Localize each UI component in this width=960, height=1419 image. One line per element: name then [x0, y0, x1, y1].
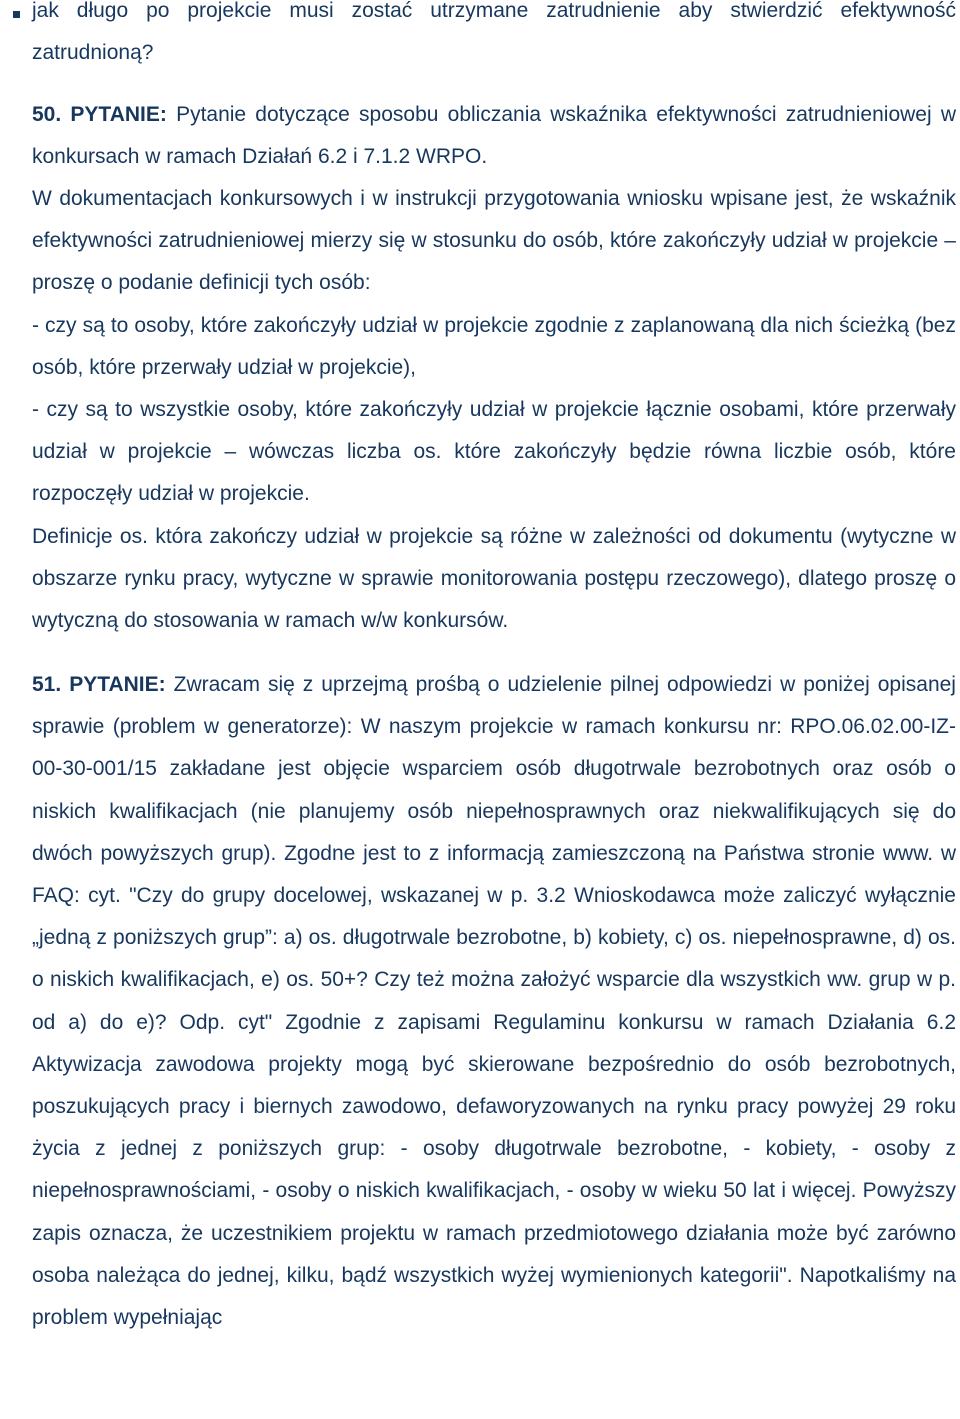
question-label: PYTANIE: [69, 673, 166, 696]
question-title: Pytanie dotyczące sposobu obliczania wskaźnika efektywności zatrudnieniowej w konkursach w ramach Działań 6.2 i 7.1.2 WRPO. [32, 103, 956, 169]
square-bullet-icon [13, 11, 20, 18]
question-51-body [32, 664, 956, 1339]
question-number: 51. [32, 673, 62, 696]
question-50-paragraph-1: W dokumentacjach konkursowych i w instrukcji przygotowania wniosku wpisane jest, że wskaźnik efektywności zatrudnieniowej mierzy się w stosunku do osób, które zakończyły udział w projekcie – proszę o podanie definicji tych osób: [32, 187, 956, 295]
question-number: 50. [32, 103, 62, 126]
question-label: PYTANIE: [70, 103, 167, 126]
bullet-text: jak długo po projekcie musi zostać utrzymane zatrudnienie aby stwierdzić efektywność zatrudnioną? [32, 0, 956, 65]
question-text: Zwracam się z uprzejmą prośbą o udzielenie pilnej odpowiedzi w poniżej opisanej sprawie (problem w generatorze): W naszym projekcie w ramach konkursu nr: RPO.06.02.00-IZ-00-30-001/15 zakładane jest objęcie wsparciem osób długotrwale bezrobotnych oraz osób o niskich kwalifikacjach (nie planujemy osób niepełnosprawnych oraz niekwalifikujących się do dwóch powyższych grup). Zgodne jest to z informacją zamieszczoną na Państwa stronie www. w FAQ: cyt. "Czy do grupy docelowej, wskazanej w p. 3.2 Wnioskodawca może zaliczyć wyłącznie „jedną z poniższych grup”: a) os. długotrwale bezrobotne, b) kobiety, c) os. niepełnosprawne, d) os. o niskich kwalifikacjach, e) os. 50+? Czy też można założyć wsparcie dla wszystkich ww. grup w p. od a) do e)? Odp. cyt" Zgodnie z zapisami Regulaminu konkursu w ramach Działania 6.2 Aktywizacja zawodowa projekty mogą być skierowane bezpośrednio do osób bezrobotnych, poszukujących pracy i biernych zawodowo, defaworyzowanych na rynku pracy powyżej 29 roku życia z jednej z poniższych grup: - osoby długotrwale bezrobotne, - kobiety, - osoby z niepełnosprawnościami, - osoby o niskich kwalifikacjach, - osoby w wieku 50 lat i więcej. Powyższy zapis oznacza, że uczestnikiem projektu w ramach przedmiotowego działania może być zarówno osoba należąca do jednej, kilku, bądź wszystkich wyżej wymienionych kategorii". Napotkaliśmy na problem wypełniając [32, 673, 956, 1330]
question-50-paragraph-4: Definicje os. która zakończy udział w projekcie są różne w zależności od dokumentu (wytyczne w obszarze rynku pracy, wytyczne w sprawie monitorowania postępu rzeczowego), dlatego proszę o wytyczną do stosowania w ramach w/w konkursów. [32, 525, 956, 633]
question-50-paragraph-2: - czy są to osoby, które zakończyły udział w projekcie zgodnie z zaplanowaną dla nich ścieżką (bez osób, które przerwały udział w projekcie), [32, 314, 956, 380]
question-50-paragraph-3: - czy są to wszystkie osoby, które zakończyły udział w projekcie łącznie osobami, które przerwały udział w projekcie – wówczas liczba os. które zakończyły będzie równa liczbie osób, które rozpoczęły udział w projekcie. [32, 398, 956, 506]
question-50-heading [32, 94, 956, 178]
bullet-item [0, 0, 960, 80]
